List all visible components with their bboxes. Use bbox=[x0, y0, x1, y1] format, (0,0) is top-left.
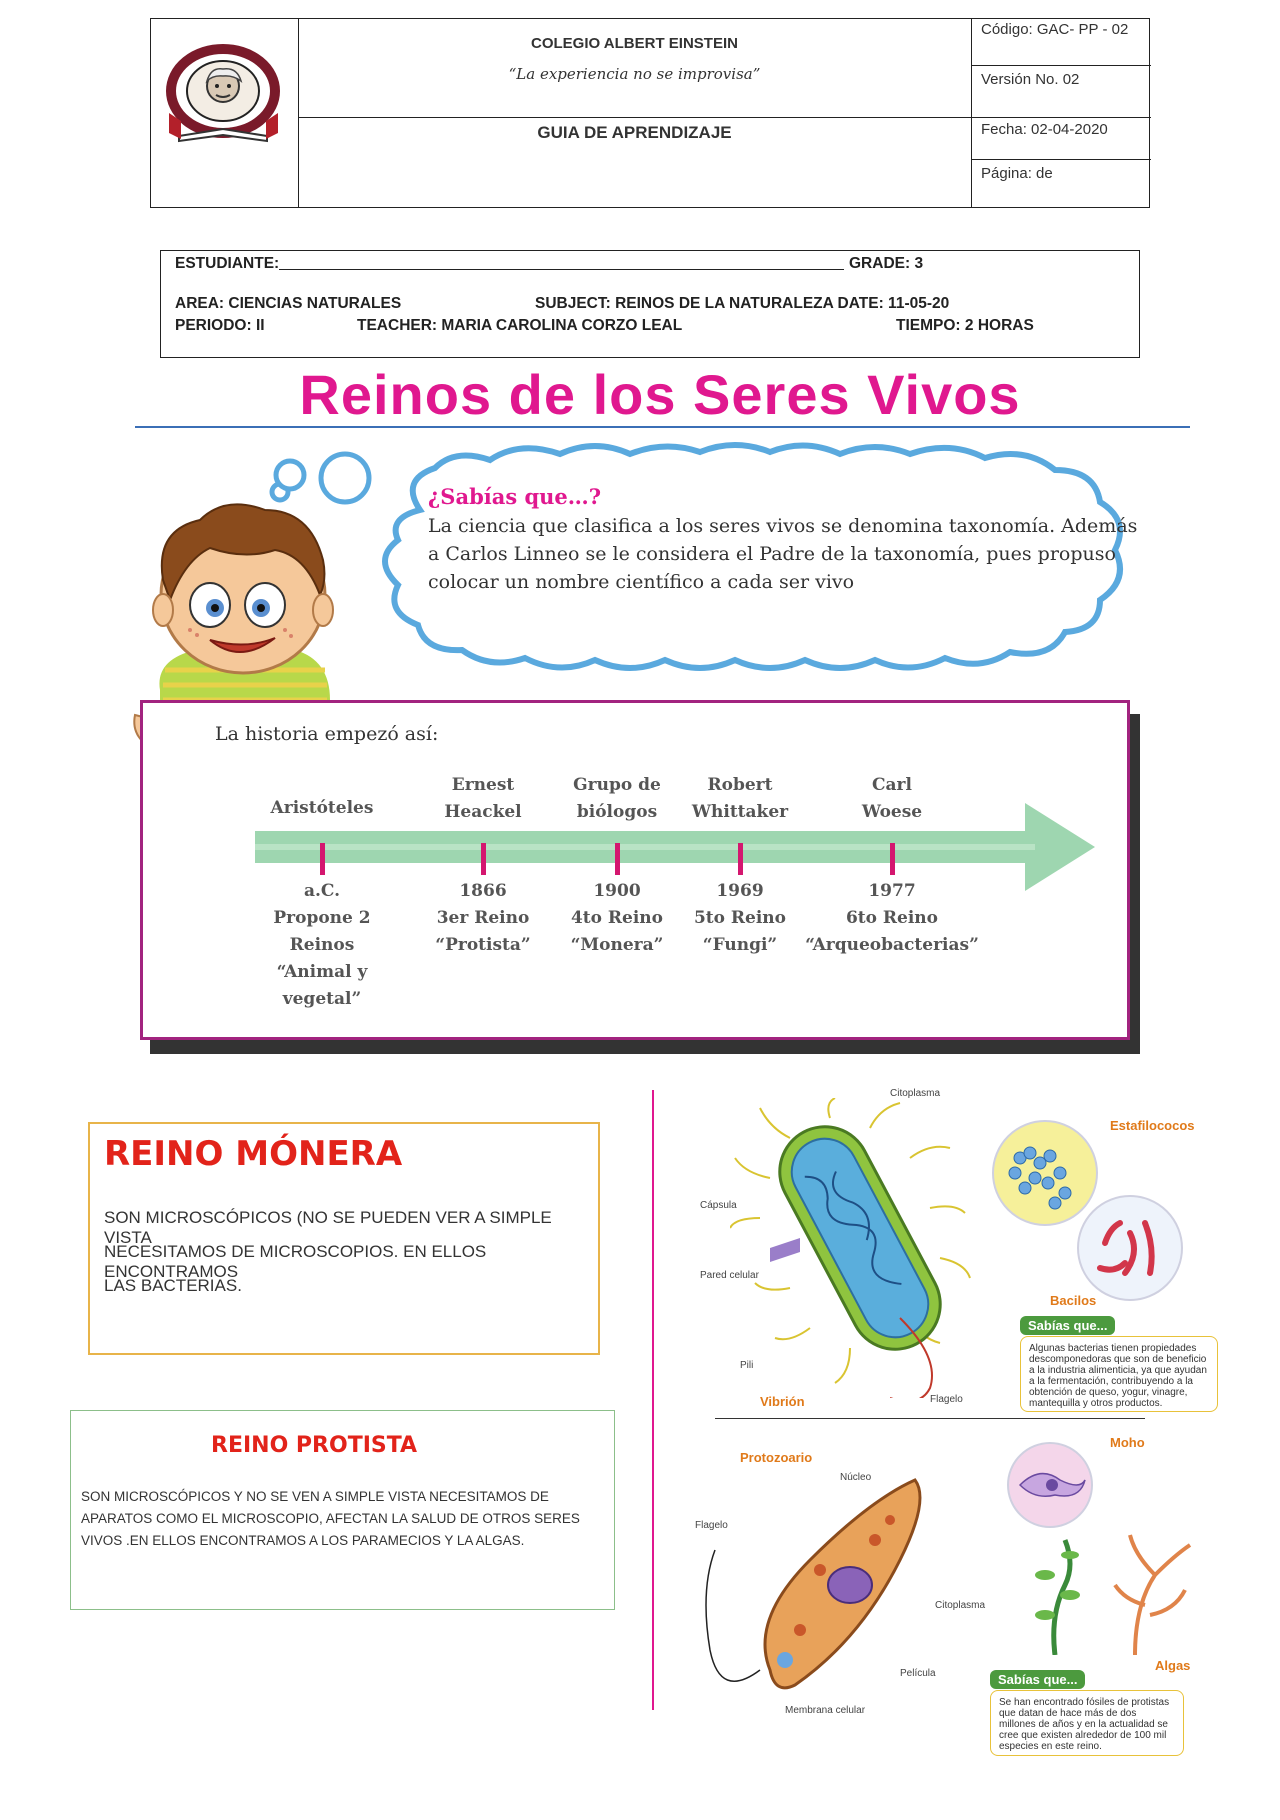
label-pared: Pared celular bbox=[700, 1270, 759, 1281]
timeline-person-line: Heackel bbox=[444, 802, 522, 822]
timeline-description-line: 6to Reino bbox=[845, 908, 939, 928]
protista-title: REINO PROTISTA bbox=[211, 1433, 418, 1458]
mold-illustration bbox=[1000, 1440, 1100, 1530]
label-citoplasma-protozoo: Citoplasma bbox=[935, 1600, 986, 1611]
label-estafilococos: Estafilococos bbox=[1110, 1118, 1195, 1133]
bacilli-illustration bbox=[1075, 1193, 1185, 1303]
subject-date: SUBJECT: REINOS DE LA NATURALEZA DATE: 11-05-20 bbox=[535, 295, 950, 312]
protista-line-3: VIVOS .EN ELLOS ENCONTRAMOS A LOS PARAMECIOS Y LA ALGAS. bbox=[81, 1533, 525, 1548]
label-protozoario: Protozoario bbox=[740, 1450, 813, 1465]
timeline-description-line: 1969 bbox=[716, 881, 764, 901]
label-vibrion: Vibrión bbox=[760, 1394, 805, 1409]
label-flagelo: Flagelo bbox=[930, 1394, 963, 1405]
label-algas: Algas bbox=[1155, 1658, 1191, 1673]
bacteria-sabias-tag: Sabías que... bbox=[1020, 1316, 1115, 1335]
timeline-person-line: Aristóteles bbox=[270, 798, 374, 818]
timeline-person-line: Whittaker bbox=[691, 802, 789, 822]
timeline-person bbox=[802, 772, 982, 826]
panel-rule bbox=[715, 1418, 1145, 1419]
doc-page: Página: de bbox=[981, 165, 1053, 182]
bacteria-sabias-text: Algunas bacterias tienen propiedades descomponedoras que son de beneficio a la industria alimenticia, ya que ayudan a la fermentación, contribuyendo a la obtención de queso, yogur, vinagre, mantequilla y otros productos. bbox=[1020, 1336, 1218, 1412]
column-divider bbox=[652, 1090, 654, 1710]
area: AREA: CIENCIAS NATURALES bbox=[175, 295, 402, 312]
bacterium-diagram bbox=[730, 1098, 1030, 1398]
label-capsula: Cápsula bbox=[700, 1200, 737, 1211]
timeline-description-line: 1977 bbox=[868, 881, 916, 901]
tiempo: TIEMPO: 2 HORAS bbox=[896, 317, 1034, 334]
student-info-box bbox=[160, 250, 1140, 358]
school-name: COLEGIO ALBERT EINSTEIN bbox=[531, 35, 738, 52]
grade: GRADE: 3 bbox=[849, 255, 924, 272]
timeline-marker bbox=[890, 843, 895, 875]
periodo: PERIODO: II bbox=[175, 317, 265, 334]
timeline-intro: La historia empezó así: bbox=[215, 723, 439, 745]
timeline-description-line: Propone 2 bbox=[273, 908, 371, 928]
timeline-description-line: “Arqueobacterias” bbox=[805, 935, 979, 955]
monera-line-1: SON MICROSCÓPICOS (NO SE PUEDEN VER A SIMPLE VISTA bbox=[104, 1208, 552, 1247]
school-motto: “La experiencia no se improvisa” bbox=[508, 65, 761, 83]
timeline-description-line: “Fungi” bbox=[702, 935, 778, 955]
teacher: TEACHER: MARIA CAROLINA CORZO LEAL bbox=[357, 317, 683, 334]
cloud-line-1: La ciencia que clasifica a los seres vivos se denomina taxonomía. Además bbox=[428, 515, 1138, 537]
timeline-marker bbox=[481, 843, 486, 875]
student-label: ESTUDIANTE: bbox=[175, 255, 280, 272]
document-type: GUIA DE APRENDIZAJE bbox=[537, 123, 732, 142]
timeline-description-line: 4to Reino bbox=[570, 908, 664, 928]
page-title: Reinos de los Seres Vivos bbox=[299, 363, 1021, 426]
protist-sabias-tag: Sabías que... bbox=[990, 1670, 1085, 1689]
school-logo bbox=[161, 41, 286, 156]
label-moho: Moho bbox=[1110, 1435, 1145, 1450]
doc-date: Fecha: 02-04-2020 bbox=[981, 121, 1108, 138]
label-bacilos: Bacilos bbox=[1050, 1293, 1097, 1308]
header-table bbox=[150, 18, 1150, 208]
doc-code: Código: GAC- PP - 02 bbox=[981, 21, 1129, 38]
timeline-person-line: Robert bbox=[707, 775, 773, 795]
timeline-person-line: Woese bbox=[861, 802, 923, 822]
cloud-line-2: a Carlos Linneo se le considera el Padre de la taxonomía, pues propuso bbox=[428, 543, 1116, 565]
timeline-description-line: 1900 bbox=[593, 881, 641, 901]
label-pili: Pili bbox=[740, 1360, 754, 1371]
timeline-marker bbox=[738, 843, 743, 875]
timeline-description-line: a.C. bbox=[303, 881, 341, 901]
doc-version: Versión No. 02 bbox=[981, 71, 1080, 88]
cloud-line-3: colocar un nombre científico a cada ser vivo bbox=[428, 571, 855, 593]
protista-line-1: SON MICROSCÓPICOS Y NO SE VEN A SIMPLE VISTA NECESITAMOS DE bbox=[81, 1489, 549, 1504]
timeline-description-line: 5to Reino bbox=[693, 908, 787, 928]
bacteria-panel bbox=[690, 1088, 1220, 1418]
label-membrana: Membrana celular bbox=[785, 1705, 866, 1716]
timeline-description-line: 1866 bbox=[459, 881, 507, 901]
timeline-marker bbox=[615, 843, 620, 875]
protist-panel bbox=[690, 1430, 1220, 1752]
label-flagelo-protozoo: Flagelo bbox=[695, 1520, 728, 1531]
timeline-description-line: “Monera” bbox=[570, 935, 664, 955]
label-nucleo: Núcleo bbox=[840, 1472, 872, 1483]
timeline-person-line: Grupo de bbox=[573, 775, 661, 795]
timeline-person-line: biólogos bbox=[576, 802, 658, 822]
timeline-description-line: 3er Reino bbox=[436, 908, 530, 928]
student-name-line[interactable] bbox=[279, 269, 844, 270]
timeline-person bbox=[232, 795, 412, 822]
timeline-description-line: vegetal” bbox=[282, 989, 362, 1009]
timeline-description bbox=[782, 878, 1002, 959]
monera-title: REINO MÓNERA bbox=[104, 1134, 403, 1174]
timeline-person-line: Ernest bbox=[451, 775, 515, 795]
reino-protista-box bbox=[70, 1410, 615, 1610]
monera-line-3: LAS BACTERIAS. bbox=[104, 1276, 242, 1295]
title-underline bbox=[135, 426, 1190, 428]
protista-line-2: APARATOS COMO EL MICROSCOPIO, AFECTAN LA SALUD DE OTROS SERES bbox=[81, 1511, 580, 1526]
monera-line-2: NECESITAMOS DE MICROSCOPIOS. EN ELLOS ENCONTRAMOS bbox=[104, 1242, 487, 1281]
timeline-description-line: “Protista” bbox=[435, 935, 531, 955]
label-pelicula: Película bbox=[900, 1668, 936, 1679]
timeline-description-line: Reinos bbox=[289, 935, 355, 955]
timeline-person-line: Carl bbox=[872, 775, 912, 795]
timeline-description-line: “Animal y bbox=[276, 962, 368, 982]
protist-sabias-text: Se han encontrado fósiles de protistas que datan de hace más de dos millones de años y en la actualidad se cree que existen alrededor de 100 mil especies en este reino. bbox=[990, 1690, 1184, 1756]
reino-monera-box bbox=[88, 1122, 600, 1355]
cloud-heading: ¿Sabías que…? bbox=[428, 484, 602, 509]
timeline-marker bbox=[320, 843, 325, 875]
algae-illustration bbox=[1015, 1525, 1205, 1655]
label-citoplasma: Citoplasma bbox=[890, 1088, 941, 1099]
